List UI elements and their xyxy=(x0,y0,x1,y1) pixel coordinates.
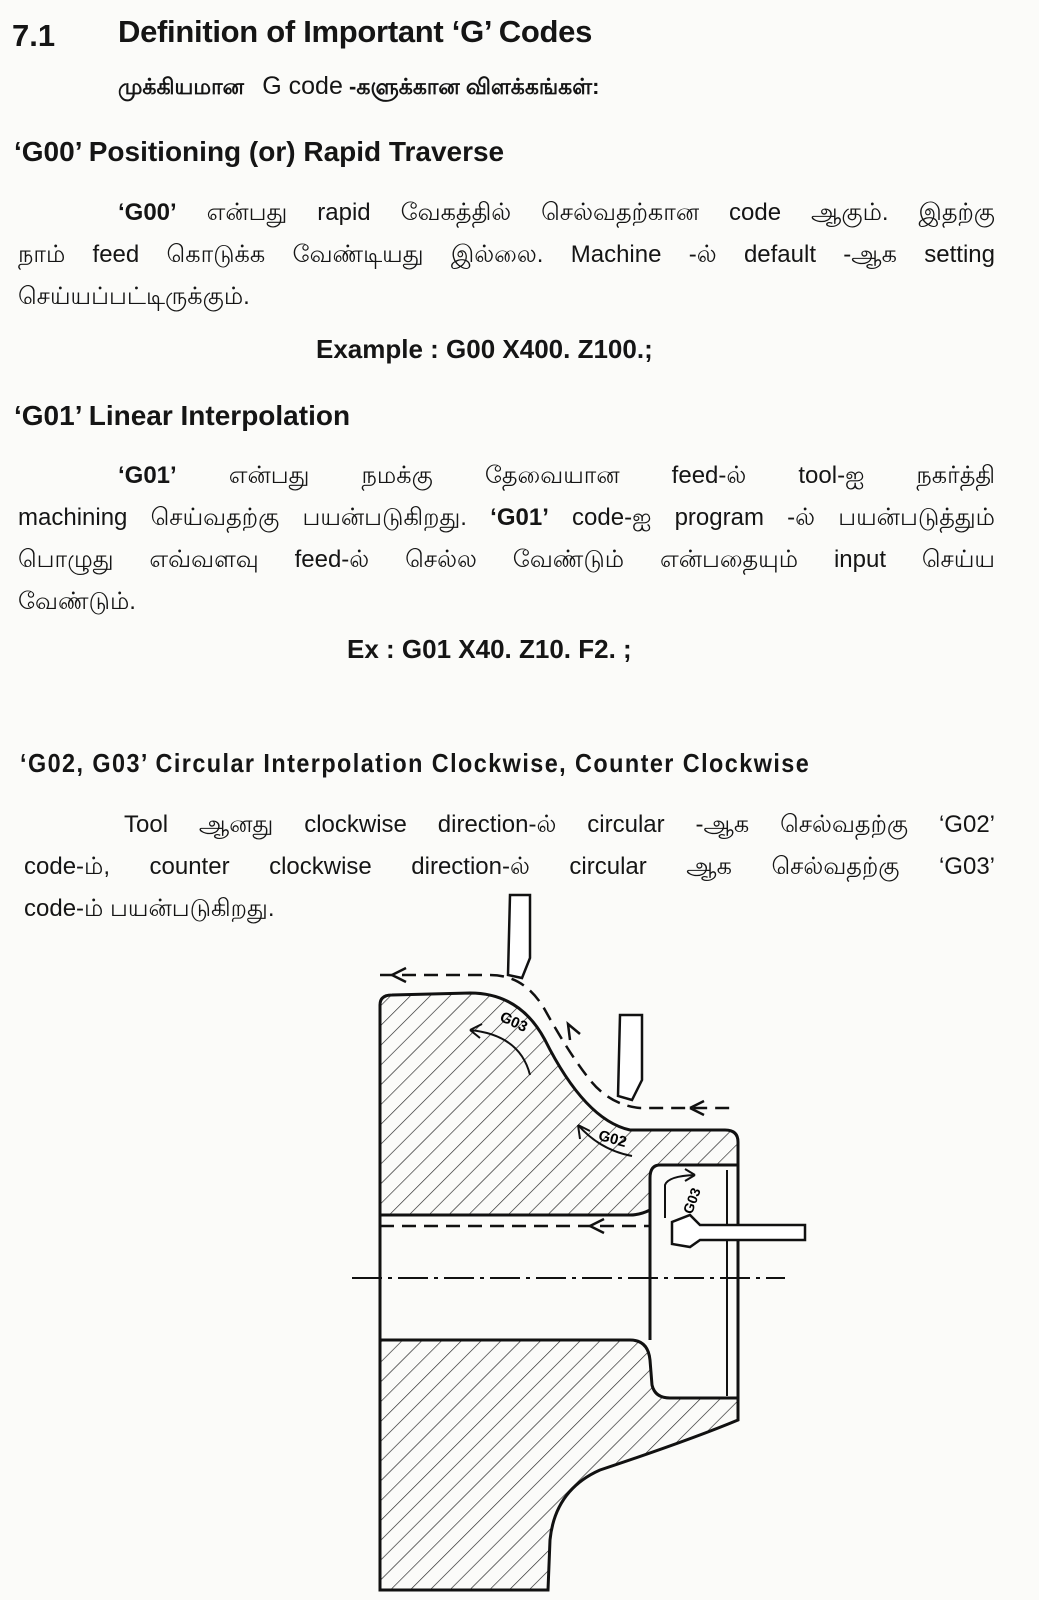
circular-interpolation-diagram xyxy=(0,880,1039,1600)
g00-line-2: நாம் feed கொடுக்க வேண்டியது இல்லை. Machine -ல் default -ஆக setting xyxy=(18,241,995,268)
g02-line-3: code-ம் பயன்படுகிறது. xyxy=(24,895,275,922)
g02-line-1: Tool ஆனது clockwise direction-ல் circular -ஆக செல்வதற்கு ‘G02’ xyxy=(124,811,995,838)
section-title: Definition of Important ‘G’ Codes xyxy=(118,14,593,49)
g00-paragraph xyxy=(18,192,995,318)
g00-heading: ‘G00’ Positioning (or) Rapid Traverse xyxy=(14,136,505,167)
g01-line-2a: machining செய்வதற்கு பயன்படுகிறது. xyxy=(18,504,491,531)
section-number: 7.1 xyxy=(12,18,56,53)
g01-line-1-text: என்பது நமக்கு தேவையான feed-ல் tool-ஐ நகர்த்தி xyxy=(176,462,995,489)
g00-line-1 xyxy=(18,192,995,234)
g00-example: Example : G00 X400. Z100.; xyxy=(316,334,653,364)
g01-line-2-code: ‘G01’ xyxy=(490,504,549,531)
g01-example: Ex : G01 X40. Z10. F2. ; xyxy=(347,634,632,664)
subtitle-g-code: G code xyxy=(262,72,343,100)
g01-line-4: வேண்டும். xyxy=(18,588,136,615)
g01-code: ‘G01’ xyxy=(118,462,177,489)
turning-tool-middle xyxy=(618,1015,642,1100)
subtitle-tamil-2: -களுக்கான விளக்கங்கள்: xyxy=(349,74,600,99)
g00-line-1-text: என்பது rapid வேகத்தில் செல்வதற்கான code ஆகும். இதற்கு xyxy=(176,199,995,226)
g00-code: ‘G00’ xyxy=(118,199,177,226)
g02-line-2: code-ம், counter clockwise direction-ல் circular ஆக செல்வதற்கு ‘G03’ xyxy=(24,853,995,880)
g01-line-2 xyxy=(18,497,995,539)
g01-line-1 xyxy=(18,455,995,497)
workpiece-upper-section xyxy=(380,993,738,1215)
g01-heading: ‘G01’ Linear Interpolation xyxy=(14,400,351,431)
label-g03-top: G03 xyxy=(497,1008,531,1036)
label-g03-bore: G03 xyxy=(679,1185,704,1216)
workpiece-lower-section xyxy=(380,1340,738,1590)
g01-paragraph xyxy=(18,455,995,623)
subtitle-tamil-1: முக்கியமான xyxy=(118,74,244,99)
g01-line-3: பொழுது எவ்வளவு feed-ல் செல்ல வேண்டும் என்பதையும் input செய்ய xyxy=(18,546,995,573)
turning-tool-top xyxy=(508,895,530,978)
g02-g03-heading: ‘G02, G03’ Circular Interpolation Clockwise, Counter Clockwise xyxy=(20,748,811,778)
g01-line-2b: code-ஐ program -ல் பயன்படுத்தும் xyxy=(548,504,995,531)
arrow-icon xyxy=(568,1024,580,1040)
section-subtitle xyxy=(118,72,599,103)
g00-line-3: செய்யப்பட்டிருக்கும். xyxy=(18,283,250,310)
label-g02: G02 xyxy=(596,1127,629,1151)
